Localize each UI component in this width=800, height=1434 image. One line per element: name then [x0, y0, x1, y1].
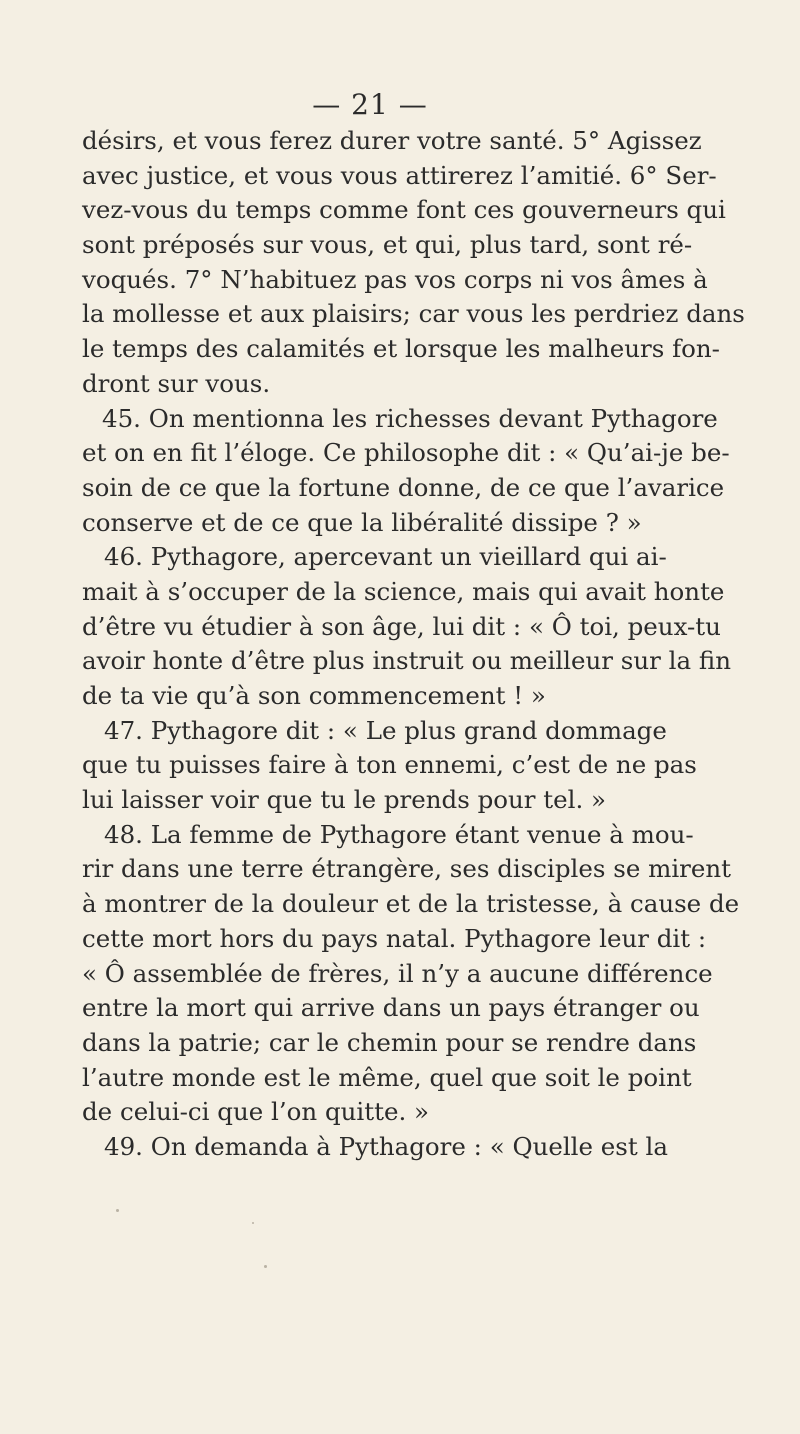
- paper-speck: [264, 1265, 267, 1268]
- text-line: voqués. 7° N’habituez pas vos corps ni vos âmes à: [82, 264, 708, 294]
- text-line: rir dans une terre étrangère, ses disciples se mirent: [82, 854, 732, 884]
- text-line: avec justice, et vous vous attirerez l’amitié. 6° Ser-: [82, 160, 717, 190]
- text-line: le temps des calamités et lorsque les malheurs fon-: [82, 334, 720, 364]
- text-line: « Ô assemblée de frères, il n’y a aucune différence: [82, 958, 713, 988]
- paragraph-start-48: 48. La femme de Pythagore étant venue à mou-: [104, 819, 694, 849]
- paragraph-start-46: 46. Pythagore, apercevant un vieillard qui ai-: [104, 542, 667, 572]
- text-line: l’autre monde est le même, quel que soit le point: [82, 1062, 692, 1092]
- text-line: lui laisser voir que tu le prends pour tel. »: [82, 785, 607, 815]
- text-line: dans la patrie; car le chemin pour se rendre dans: [82, 1027, 697, 1057]
- text-line: d’être vu étudier à son âge, lui dit : « Ô toi, peux-tu: [82, 611, 721, 641]
- text-line: vez-vous du temps comme font ces gouverneurs qui: [82, 195, 726, 225]
- text-line: et on en fit l’éloge. Ce philosophe dit : « Qu’ai-je be-: [82, 438, 730, 468]
- text-line: cette mort hors du pays natal. Pythagore leur dit :: [82, 923, 707, 953]
- text-line: que tu puisses faire à ton ennemi, c’est de ne pas: [82, 750, 697, 780]
- text-line: dront sur vous.: [82, 368, 271, 398]
- text-line: conserve et de ce que la libéralité dissipe ? »: [82, 507, 642, 537]
- text-line: de celui-ci que l’on quitte. »: [82, 1097, 430, 1127]
- paragraph-start-45: 45. On mentionna les richesses devant Pythagore: [102, 403, 718, 433]
- page-number: — 21 —: [312, 88, 428, 121]
- text-line: de ta vie qu’à son commencement ! »: [82, 681, 546, 710]
- text-line: mait à s’occuper de la science, mais qui avait honte: [82, 576, 725, 606]
- text-line: sont préposés sur vous, et qui, plus tard, sont ré-: [82, 230, 693, 260]
- page-text: [82, 124, 745, 1165]
- text-line: avoir honte d’être plus instruit ou meilleur sur la fin: [82, 646, 731, 676]
- paragraph-start-47: 47. Pythagore dit : « Le plus grand dommage: [104, 715, 667, 745]
- paper-speck: [116, 1209, 119, 1212]
- text-line: désirs, et vous ferez durer votre santé. 5° Agissez: [82, 126, 702, 155]
- paper-speck: [252, 1222, 254, 1224]
- text-line: la mollesse et aux plaisirs; car vous les perdriez dans: [82, 299, 745, 329]
- text-line: soin de ce que la fortune donne, de ce que l’avarice: [82, 472, 725, 502]
- text-line: entre la mort qui arrive dans un pays étranger ou: [82, 993, 700, 1023]
- paragraph-start-49: 49. On demanda à Pythagore : « Quelle est la: [104, 1131, 668, 1161]
- text-line: à montrer de la douleur et de la tristesse, à cause de: [82, 889, 740, 919]
